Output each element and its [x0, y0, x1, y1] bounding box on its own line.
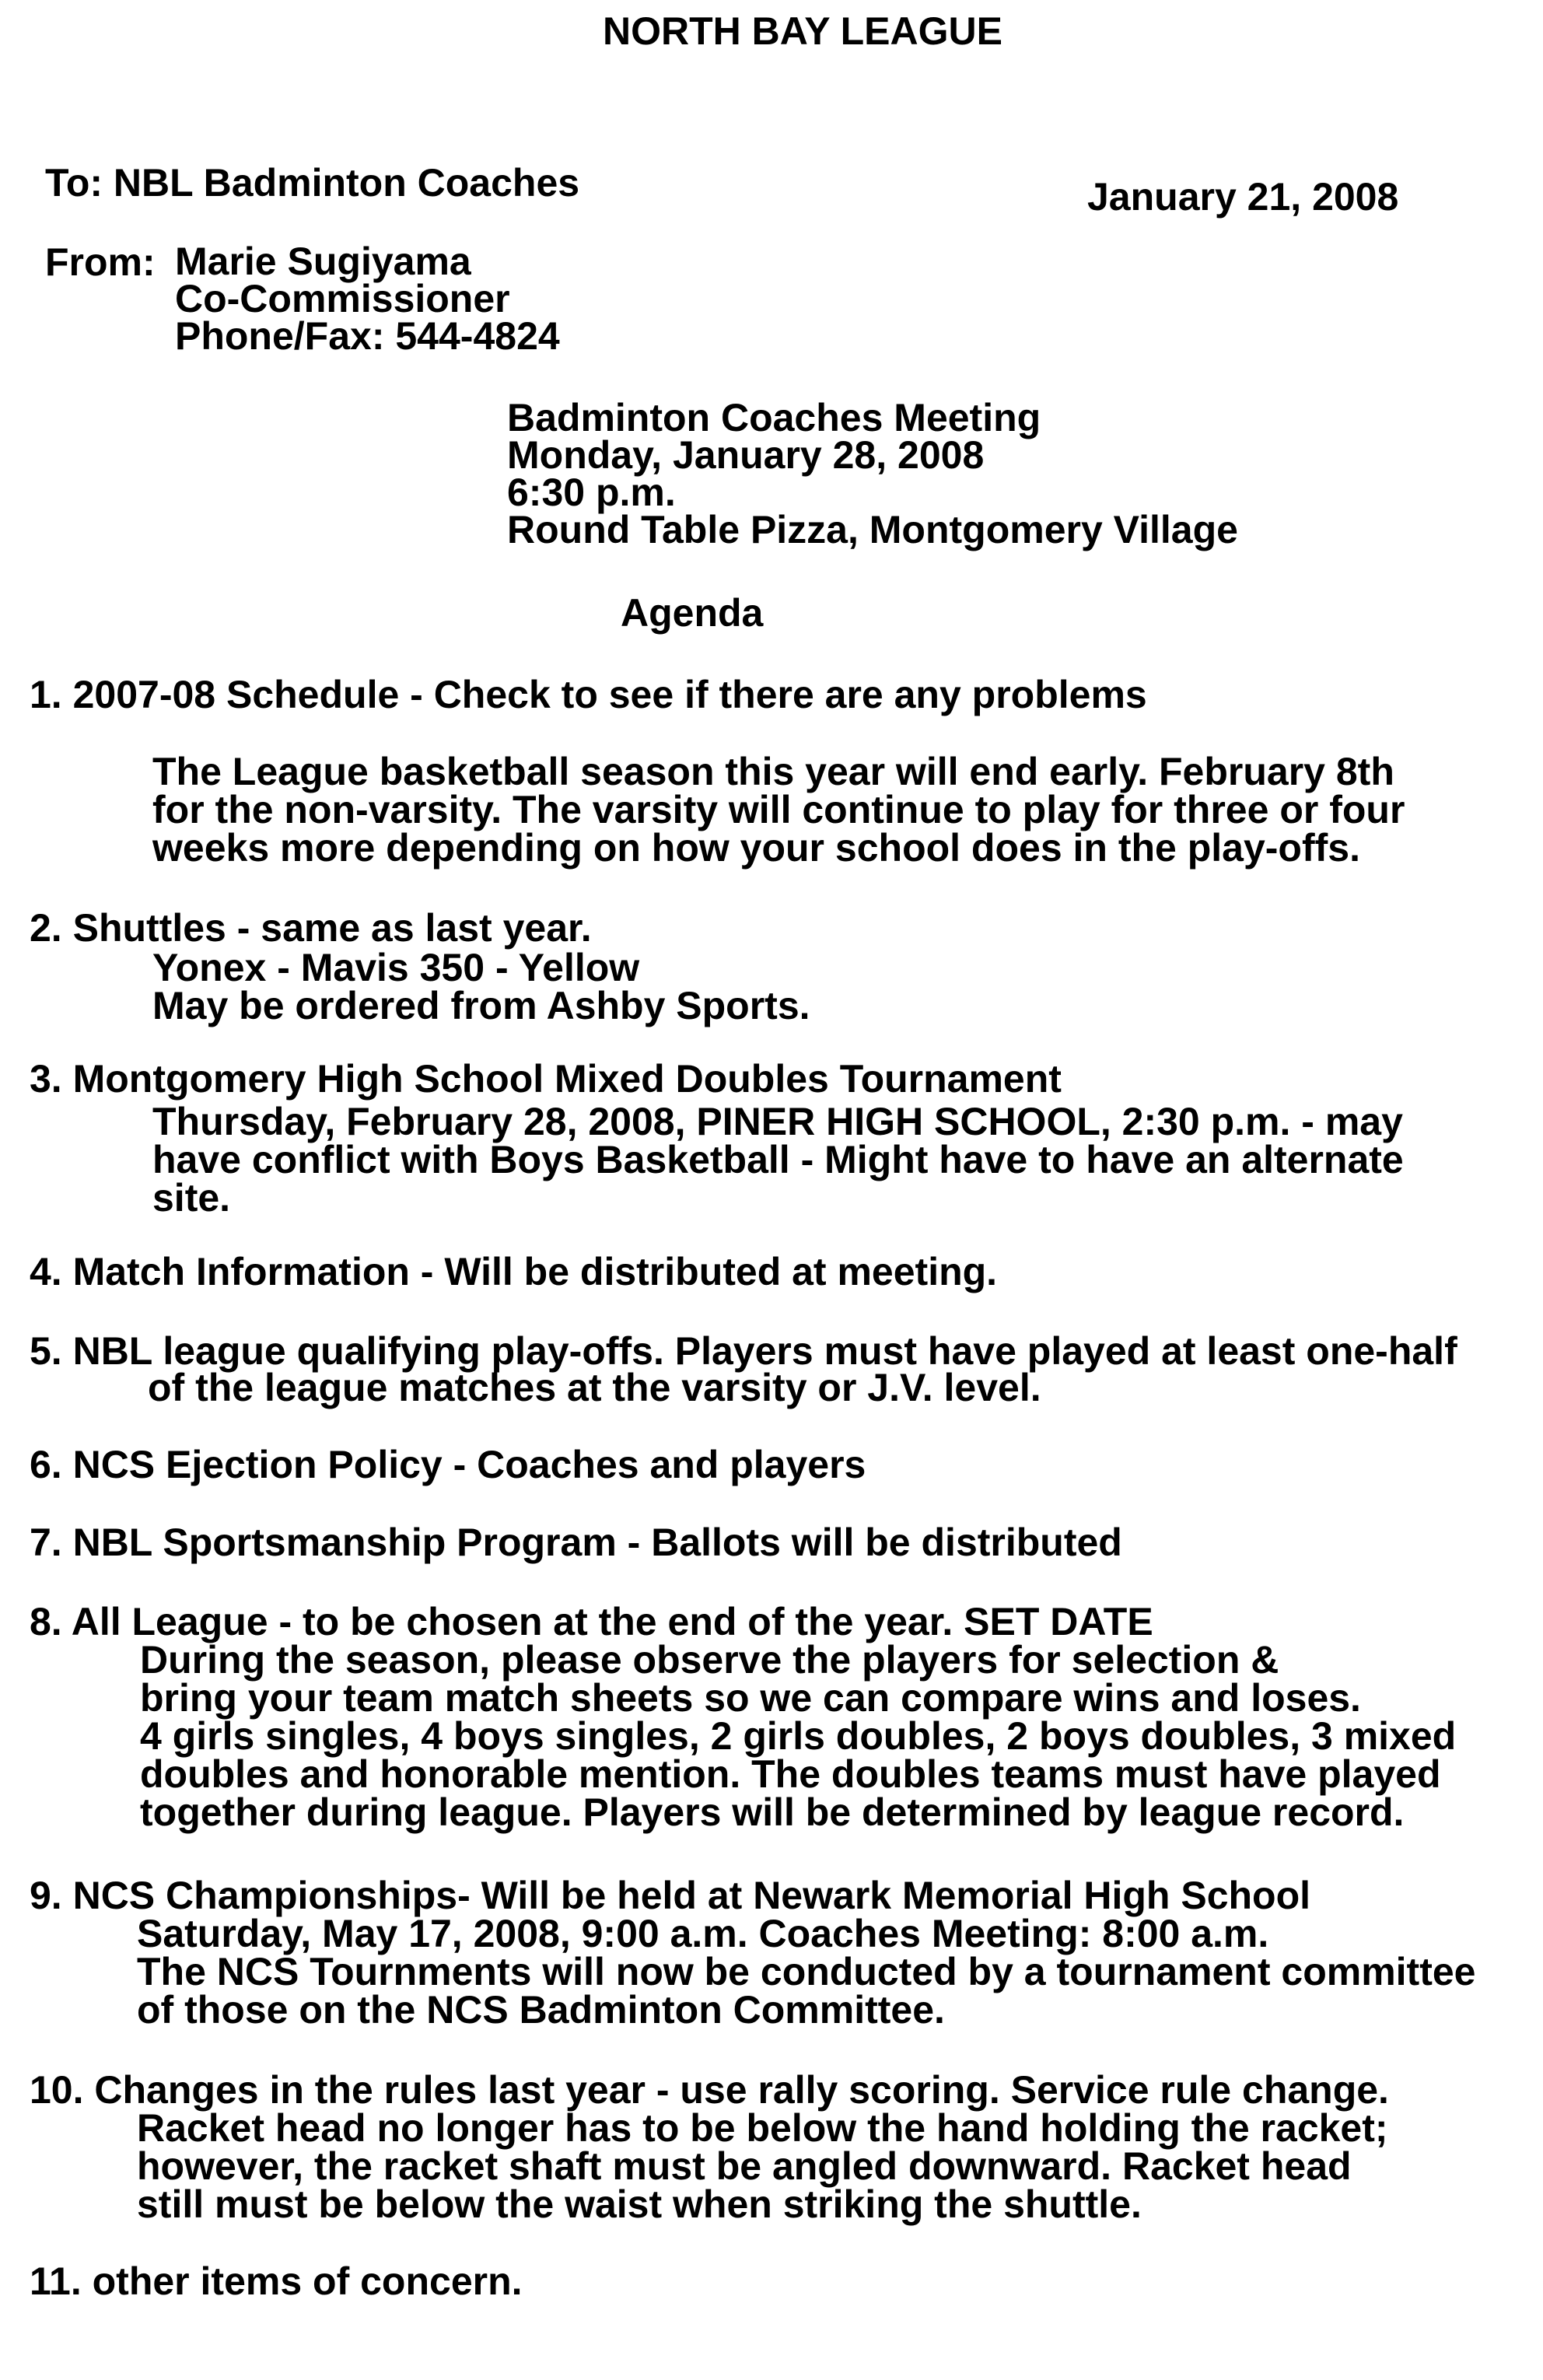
note-line: Thursday, February 28, 2008, PINER HIGH SCHOOL, 2:30 p.m. - may — [152, 1100, 1403, 1143]
note-line: The NCS Tournments will now be conducted by a tournament committee — [137, 1950, 1476, 1993]
to-line: To: NBL Badminton Coaches — [45, 161, 580, 205]
note-line: have conflict with Boys Basketball - Might have to have an alternate — [152, 1138, 1404, 1181]
note-line: site. — [152, 1176, 231, 1220]
note-line: still must be below the waist when striking the shuttle. — [137, 2182, 1142, 2226]
note-line: weeks more depending on how your school does in the play-offs. — [152, 826, 1360, 870]
agenda-item-6: 6. NCS Ejection Policy - Coaches and players — [30, 1443, 866, 1486]
note-line: together during league. Players will be determined by league record. — [140, 1790, 1405, 1834]
agenda-item-9-notes — [137, 1912, 1476, 2032]
sender-phone: Phone/Fax: 544-4824 — [175, 314, 560, 358]
meeting-location: Round Table Pizza, Montgomery Village — [507, 508, 1238, 551]
note-line: The League basketball season this year will end early. February 8th — [152, 750, 1394, 793]
agenda-item-3: 3. Montgomery High School Mixed Doubles Tournament — [30, 1057, 1062, 1101]
agenda-item-11: 11. other items of concern. — [30, 2259, 523, 2303]
sender-title: Co-Commissioner — [175, 277, 510, 320]
note-line: Racket head no longer has to be below the hand holding the racket; — [137, 2106, 1388, 2150]
note-line: of the league matches at the varsity or J.V. level. — [148, 1366, 1041, 1409]
memo-date: January 21, 2008 — [1087, 175, 1399, 219]
note-line: doubles and honorable mention. The doubles teams must have played — [140, 1752, 1441, 1796]
document-title: NORTH BAY LEAGUE — [603, 9, 1002, 53]
agenda-item-5-notes — [148, 1366, 1041, 1409]
note-line: 4 girls singles, 4 boys singles, 2 girls doubles, 2 boys doubles, 3 mixed — [140, 1714, 1457, 1758]
note-line: of those on the NCS Badminton Committee. — [137, 1988, 945, 2032]
note-line: bring your team match sheets so we can compare wins and loses. — [140, 1676, 1361, 1720]
agenda-item-10-notes — [137, 2106, 1388, 2226]
agenda-item-7: 7. NBL Sportsmanship Program - Ballots will be distributed — [30, 1521, 1122, 1564]
agenda-item-5: 5. NBL league qualifying play-offs. Players must have played at least one-half — [30, 1329, 1457, 1373]
agenda-item-1: 1. 2007-08 Schedule - Check to see if there are any problems — [30, 673, 1147, 716]
agenda-item-2: 2. Shuttles - same as last year. — [30, 906, 592, 950]
note-line: Saturday, May 17, 2008, 9:00 a.m. Coaches Meeting: 8:00 a.m. — [137, 1912, 1269, 1955]
from-label: From: — [45, 240, 156, 284]
agenda-item-8: 8. All League - to be chosen at the end of the year. SET DATE — [30, 1600, 1153, 1643]
sender-name: Marie Sugiyama — [175, 240, 471, 283]
note-line: for the non-varsity. The varsity will continue to play for three or four — [152, 788, 1405, 831]
agenda-item-4: 4. Match Information - Will be distributed at meeting. — [30, 1250, 998, 1293]
agenda-item-1-notes — [152, 750, 1405, 870]
agenda-item-2-notes — [152, 946, 810, 1027]
agenda-heading: Agenda — [621, 591, 764, 635]
note-line: May be ordered from Ashby Sports. — [152, 984, 810, 1027]
agenda-item-3-notes — [152, 1100, 1404, 1220]
note-line: however, the racket shaft must be angled downward. Racket head — [137, 2144, 1352, 2188]
note-line: Yonex - Mavis 350 - Yellow — [152, 946, 640, 989]
note-line: During the season, please observe the players for selection & — [140, 1638, 1279, 1682]
agenda-item-9: 9. NCS Championships- Will be held at Newark Memorial High School — [30, 1874, 1311, 1917]
meeting-date: Monday, January 28, 2008 — [507, 433, 985, 477]
agenda-item-10: 10. Changes in the rules last year - use rally scoring. Service rule change. — [30, 2068, 1389, 2112]
meeting-name: Badminton Coaches Meeting — [507, 396, 1041, 439]
meeting-time: 6:30 p.m. — [507, 471, 676, 514]
agenda-item-8-notes — [140, 1638, 1457, 1834]
